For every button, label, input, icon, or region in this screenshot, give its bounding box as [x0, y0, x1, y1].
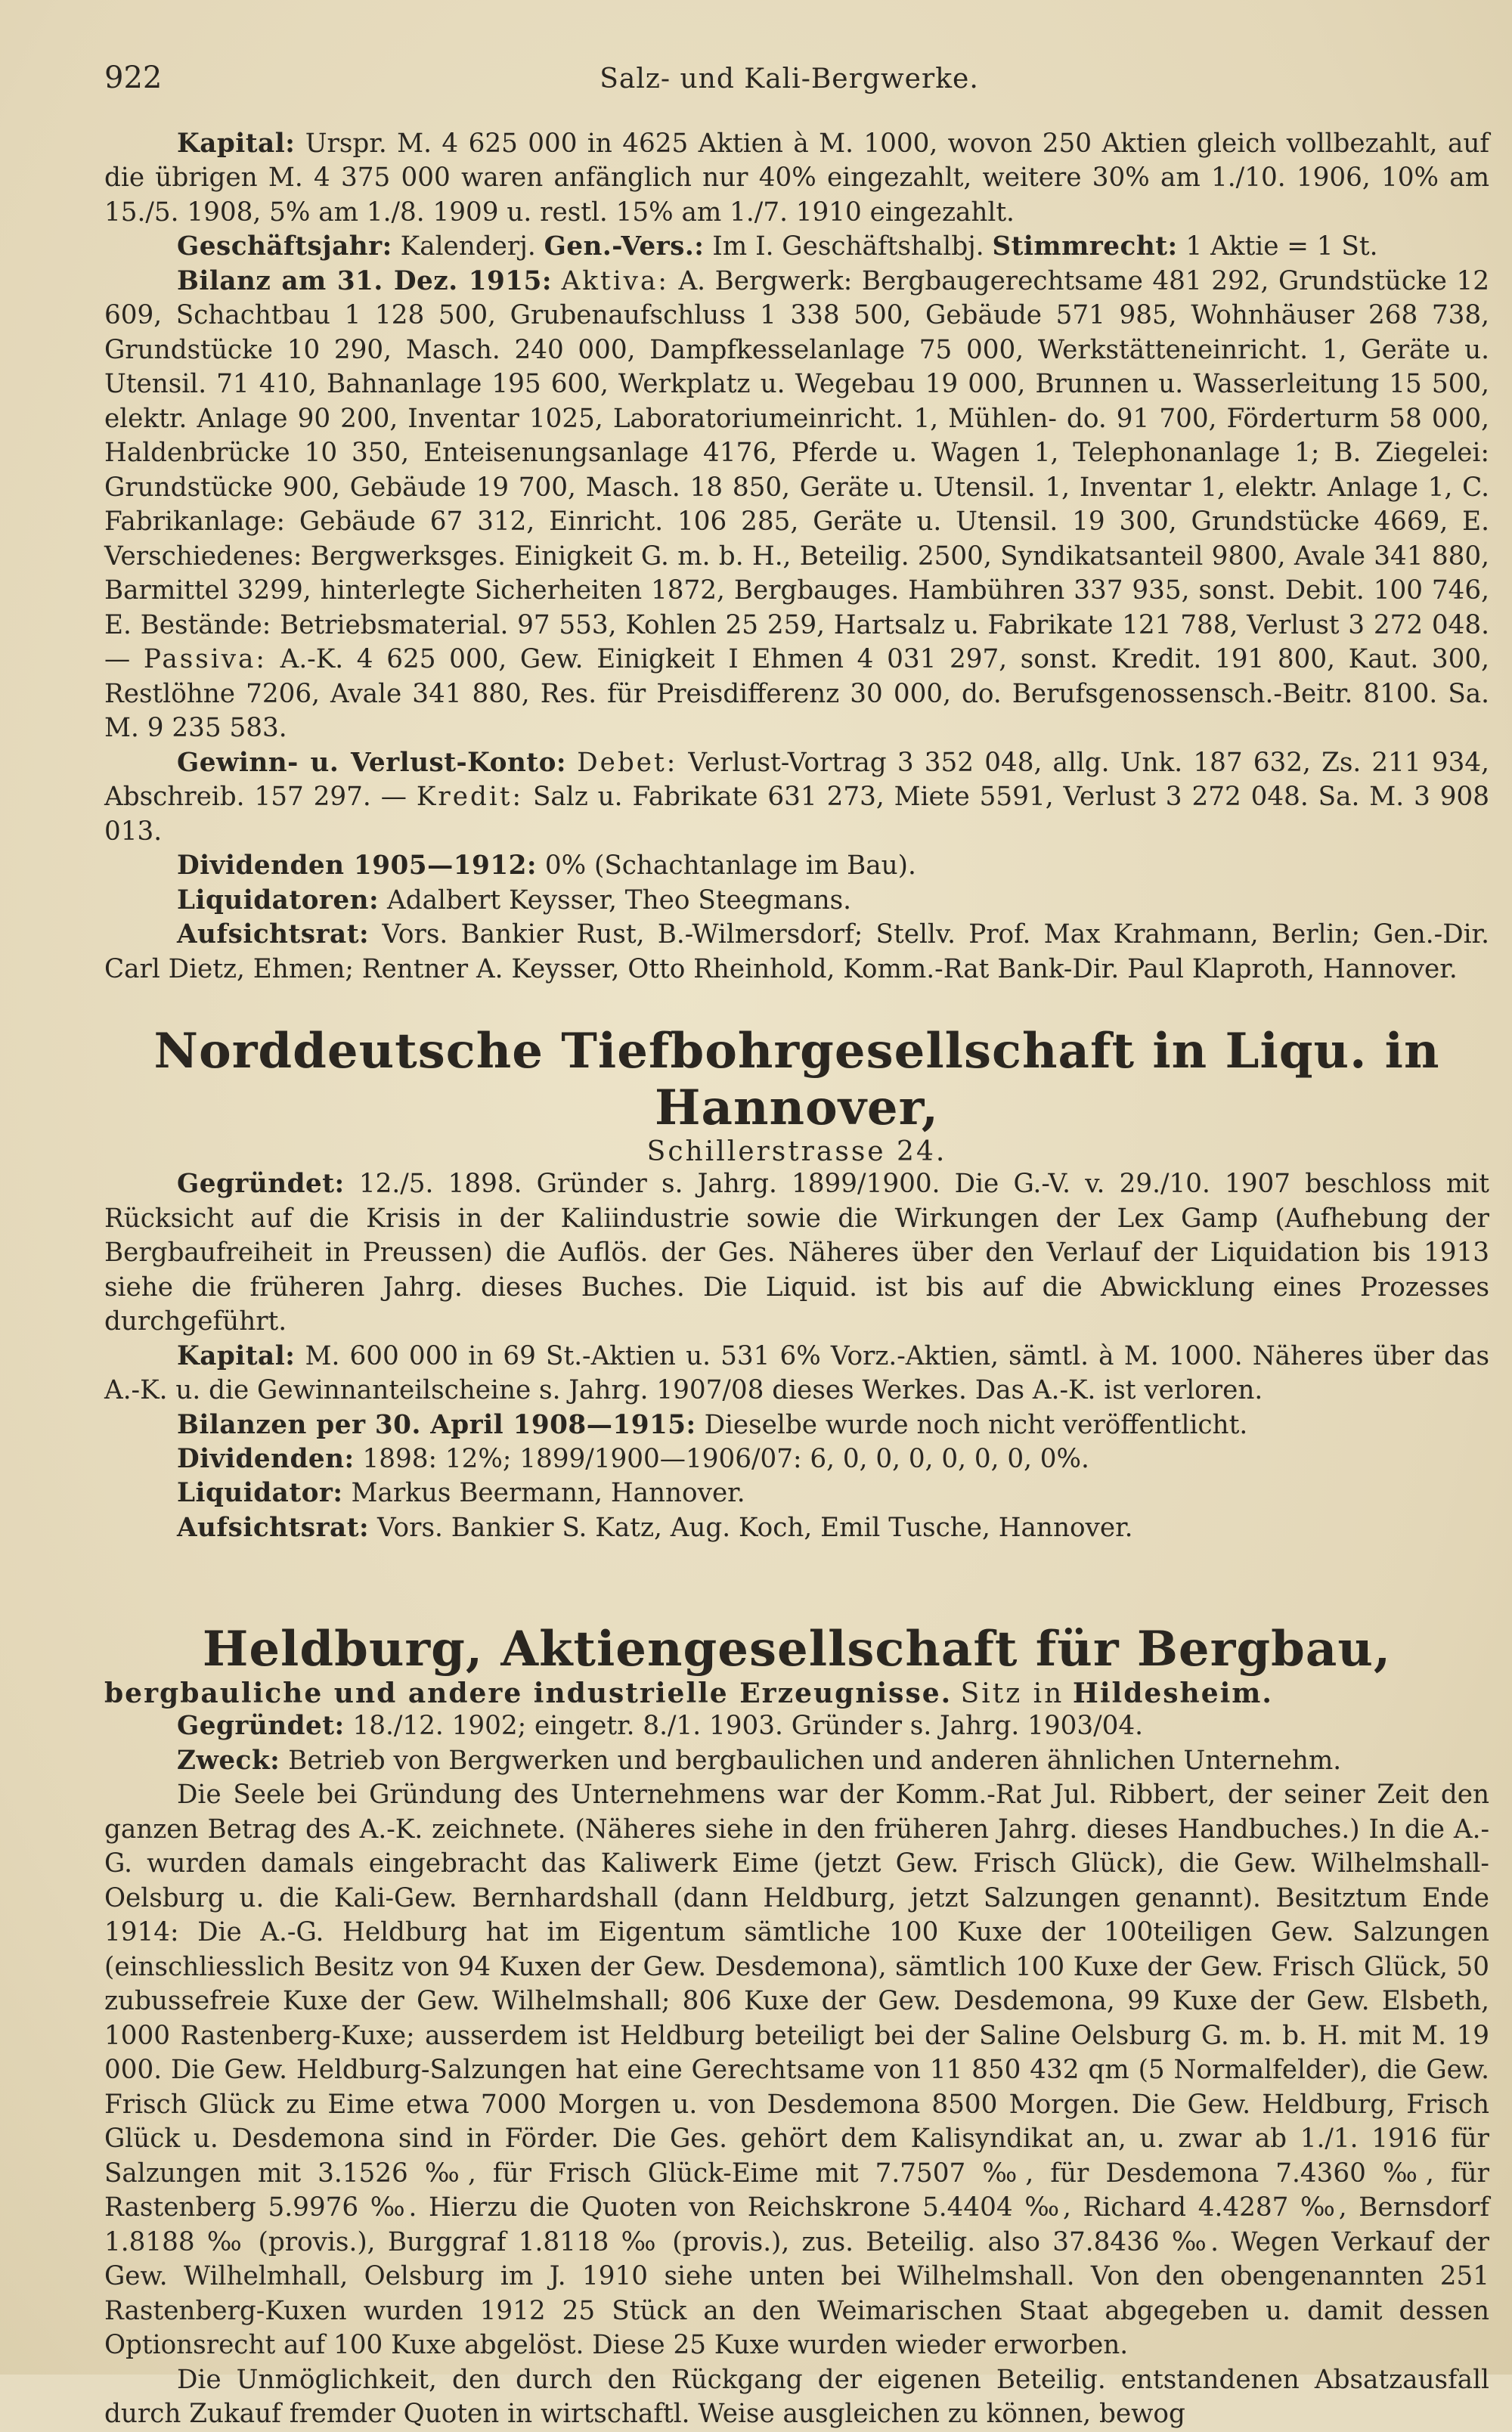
- kapital-paragraph: [104, 127, 1489, 230]
- gegruendet-label: Gegründet:: [177, 1711, 345, 1742]
- liquidatoren-paragraph: [104, 884, 1489, 918]
- debet-label: Debet:: [577, 747, 678, 778]
- aufsichtsrat-label: Aufsichtsrat:: [177, 1512, 370, 1543]
- genvers-label: Gen.-Vers.:: [544, 231, 705, 262]
- dividenden-paragraph: [104, 1442, 1489, 1476]
- meta-paragraph: [104, 230, 1489, 264]
- stimmrecht-text: 1 Aktie = 1 St.: [1185, 231, 1378, 262]
- dividenden-text: 0% (Schachtanlage im Bau).: [544, 850, 916, 881]
- aufsichtsrat-paragraph: [104, 1511, 1489, 1545]
- liquidator-text: Markus Beermann, Hannover.: [351, 1478, 745, 1509]
- dividenden-paragraph: [104, 849, 1489, 883]
- zweck-text: Betrieb von Bergwerken und bergbaulichen und anderen ähnlichen Unternehm.: [288, 1745, 1342, 1776]
- kapital-label: Kapital:: [177, 1340, 296, 1371]
- geschaeftsjahr-label: Geschäftsjahr:: [177, 231, 392, 262]
- liquidator-label: Liquidator:: [177, 1478, 343, 1509]
- guv-debet-text: Verlust-Vortrag 3 352 048, allg. Unk. 187 632, Zs. 211 934, Abschreib. 157 297. —: [104, 747, 1489, 813]
- dividenden-text: 1898: 12%; 1899/1900—1906/07: 6, 0, 0, 0, 0, 0, 0, 0%.: [362, 1443, 1089, 1474]
- bilanzen-label: Bilanzen per 30. April 1908—1915:: [177, 1409, 696, 1440]
- section-continuation: [104, 127, 1489, 987]
- company-subtitle: [104, 1678, 1489, 1709]
- bilanzen-text: Dieselbe wurde noch nicht veröffentlicht.: [704, 1409, 1248, 1440]
- bilanz-label: Bilanz am 31. Dez. 1915:: [177, 265, 553, 296]
- aufsichtsrat-paragraph: [104, 918, 1489, 987]
- liquidator-paragraph: [104, 1476, 1489, 1510]
- dividenden-label: Dividenden:: [177, 1443, 355, 1474]
- page-body: [104, 127, 1489, 2432]
- gegruendet-paragraph: [104, 1167, 1489, 1339]
- bilanz-passiva-text: A.-K. 4 625 000, Gew. Einigkeit I Ehmen 4 031 297, sonst. Kredit. 191 800, Kaut. 300, Restlöhne 7206, Avale 341 880, Res. für Preisdifferenz 30 000, do. Berufsgenossensch.-Beitr. 8100. Sa. M. 9 235 583.: [104, 644, 1489, 744]
- closing-paragraph: Die Unmöglichkeit, den durch den Rückgang der eigenen Beteilig. entstandenen Absatzausfall durch Zukauf fremder Quoten in wirtschaftl. Weise ausgleichen zu können, bewog: [104, 2364, 1489, 2430]
- aufsichtsrat-text: Vors. Bankier S. Katz, Aug. Koch, Emil Tusche, Hannover.: [376, 1512, 1133, 1543]
- kapital-label: Kapital:: [177, 129, 296, 159]
- kapital-text: M. 600 000 in 69 St.-Aktien u. 531 6% Vorz.-Aktien, sämtl. à M. 1000. Näheres über das A.-K. u. die Gewinnanteilscheine s. Jahrg. 1907/08 dieses Werkes. Das A.-K. ist verloren.: [104, 1340, 1489, 1406]
- gegruendet-text: 12./5. 1898. Gründer s. Jahrg. 1899/1900. Die G.-V. v. 29./10. 1907 beschloss mit Rücksicht auf die Krisis in der Kaliindustrie sowie die Wirkungen der Lex Gamp (Aufhebung der Bergbaufreiheit in Preussen) die Auflös. der Ges. Näheres über den Verlauf der Liquidation bis 1913 siehe die früheren Jahrg. dieses Buches. Die Liquid. ist bis auf die Abwicklung eines Prozesses durchgeführt.: [104, 1169, 1489, 1337]
- genvers-text: Im I. Geschäftshalbj.: [712, 231, 984, 262]
- gegruendet-text: 18./12. 1902; eingetr. 8./1. 1903. Gründer s. Jahrg. 1903/04.: [352, 1711, 1144, 1742]
- kapital-paragraph: [104, 1340, 1489, 1408]
- geschaeftsjahr-text: Kalenderj.: [400, 231, 536, 262]
- guv-kredit-text: Salz u. Fabrikate 631 273, Miete 5591, Verlust 3 272 048. Sa. M. 3 908 013.: [104, 782, 1489, 847]
- kredit-label: Kredit:: [416, 782, 524, 813]
- aktiva-label: Aktiva:: [561, 265, 669, 296]
- subtitle-bold: bergbauliche und andere industrielle Erzeugnisse.: [104, 1678, 953, 1710]
- gegruendet-label: Gegründet:: [177, 1169, 345, 1200]
- guv-label: Gewinn- u. Verlust-Konto:: [177, 747, 567, 778]
- gegruendet-paragraph: [104, 1709, 1489, 1743]
- subtitle-sitz: Sitz in: [960, 1678, 1064, 1710]
- aufsichtsrat-label: Aufsichtsrat:: [177, 919, 370, 950]
- passiva-label: Passiva:: [143, 644, 267, 675]
- company-title: Norddeutsche Tiefbohrgesellschaft in Liqu. in Hannover,: [153, 1023, 1440, 1137]
- page-number: 922: [104, 60, 163, 95]
- liquidatoren-text: Adalbert Keysser, Theo Steegmans.: [387, 885, 852, 915]
- bilanz-paragraph: [104, 265, 1489, 746]
- stimmrecht-label: Stimmrecht:: [992, 231, 1178, 262]
- section-heldburg: [104, 1621, 1489, 2431]
- running-title: Salz- und Kali-Bergwerke.: [600, 64, 979, 94]
- kapital-text: Urspr. M. 4 625 000 in 4625 Aktien à M. 1000, wovon 250 Aktien gleich vollbezahlt, auf die übrigen M. 4 375 000 waren anfänglich nur 40% eingezahlt, weitere 30% am 1./10. 1906, 10% am 15./5. 1908, 5% am 1./8. 1909 u. restl. 15% am 1./7. 1910 eingezahlt.: [104, 129, 1489, 228]
- guv-paragraph: [104, 746, 1489, 849]
- history-paragraph: Die Seele bei Gründung des Unternehmens war der Komm.-Rat Jul. Ribbert, der seiner Zeit den ganzen Betrag des A.-K. zeichnete. (Näheres siehe in den früheren Jahrg. dieses Handbuches.) In die A.-G. wurden damals eingebracht das Kaliwerk Eime (jetzt Gew. Frisch Glück), die Gew. Wilhelmshall-Oelsburg u. die Kali-Gew. Bernhardshall (dann Heldburg, jetzt Salzungen genannt). Besitztum Ende 1914: Die A.-G. Heldburg hat im Eigentum sämtliche 100 Kuxe der 100teiligen Gew. Salzungen (einschliesslich Besitz von 94 Kuxen der Gew. Desdemona), sämtlich 100 Kuxe der Gew. Frisch Glück, 50 zubussefreie Kuxe der Gew. Wilhelmshall; 806 Kuxe der Gew. Desdemona, 99 Kuxe der Gew. Elsbeth, 1000 Rastenberg-Kuxe; ausserdem ist Heldburg beteiligt bei der Saline Oelsburg G. m. b. H. mit M. 19 000. Die Gew. Heldburg-Salzungen hat eine Gerechtsame von 11 850 432 qm (5 Normalfelder), die Gew. Frisch Glück zu Eime etwa 7000 Morgen u. von Desdemona 8500 Morgen. Die Gew. Heldburg, Frisch Glück u. Desdemona sind in Förder. Die Ges. gehört dem Kalisyndikat an, u. zwar ab 1./1. 1916 für Salzungen mit 3.1526 ‰, für Frisch Glück-Eime mit 7.7507 ‰, für Desdemona 7.4360 ‰, für Rastenberg 5.9976 ‰. Hierzu die Quoten von Reichskrone 5.4404 ‰, Richard 4.4287 ‰, Bernsdorf 1.8188 ‰ (provis.), Burggraf 1.8118 ‰ (provis.), zus. Beteilig. also 37.8436 ‰. Wegen Verkauf der Gew. Wilhelmhall, Oelsburg im J. 1910 siehe unten bei Wilhelmshall. Von den obengenannten 251 Rastenberg-Kuxen wurden 1912 25 Stück an den Weimarischen Staat abgegeben u. damit dessen Optionsrecht auf 100 Kuxe abgelöst. Diese 25 Kuxe wurden wieder erworben.: [104, 1780, 1489, 2361]
- zweck-label: Zweck:: [177, 1745, 280, 1776]
- section-norddeutsche-tiefbohr: [104, 1023, 1489, 1545]
- bilanzen-paragraph: [104, 1408, 1489, 1442]
- page-header: [104, 60, 1474, 106]
- aufsichtsrat-text: Vors. Bankier Rust, B.-Wilmersdorf; Stellv. Prof. Max Krahmann, Berlin; Gen.-Dir. Carl Dietz, Ehmen; Rentner A. Keysser, Otto Rheinhold, Komm.-Rat Bank-Dir. Paul Klaproth, Hannover.: [104, 919, 1489, 984]
- company-address: Schillerstrasse 24.: [646, 1136, 947, 1168]
- liquidatoren-label: Liquidatoren:: [177, 885, 380, 915]
- company-title: Heldburg, Aktiengesellschaft für Bergbau,: [202, 1621, 1392, 1678]
- bilanz-aktiva-text: A. Bergwerk: Bergbaugerechtsame 481 292, Grundstücke 12 609, Schachtbau 1 128 500, Grubenaufschluss 1 338 500, Gebäude 571 985, Wohnhäuser 268 738, Grundstücke 10 290, Masch. 240 000, Dampfkesselanlage 75 000, Werkstätteneinricht. 1, Geräte u. Utensil. 71 410, Bahnanlage 195 600, Werkplatz u. Wegebau 19 000, Brunnen u. Wasserleitung 15 500, elektr. Anlage 90 200, Inventar 1025, Laboratoriumeinricht. 1, Mühlen- do. 91 700, Förderturm 58 000, Haldenbrücke 10 350, Enteisenungsanlage 4176, Pferde u. Wagen 1, Telephonanlage 1; B. Ziegelei: Grundstücke 900, Gebäude 19 700, Masch. 18 850, Geräte u. Utensil. 1, Inventar 1, elektr. Anlage 1, C. Fabrikanlage: Gebäude 67 312, Einricht. 106 285, Geräte u. Utensil. 19 300, Grundstücke 4669, E. Verschiedenes: Bergwerksges. Einigkeit G. m. b. H., Beteilig. 2500, Syndikatsanteil 9800, Avale 341 880, Barmittel 3299, hinterlegte Sicherheiten 1872, Bergbauges. Hambühren 337 935, sonst. Debit. 100 746, E. Bestände: Betriebsmaterial. 97 553, Kohlen 25 259, Hartsalz u. Fabrikate 121 788, Verlust 3 272 048. —: [104, 265, 1489, 675]
- subtitle-city: Hildesheim.: [1072, 1678, 1273, 1710]
- dividenden-label: Dividenden 1905—1912:: [177, 850, 538, 881]
- zweck-paragraph: [104, 1744, 1489, 1778]
